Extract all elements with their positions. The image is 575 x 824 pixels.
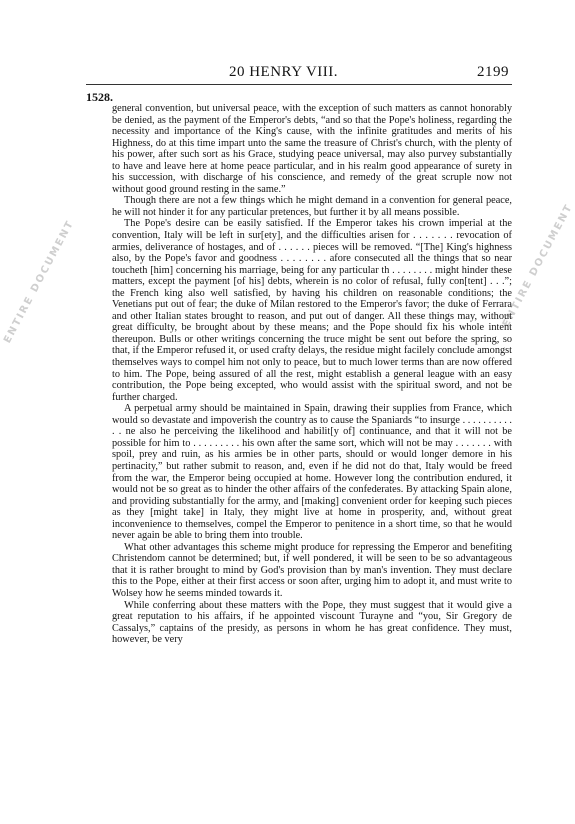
page-number: 2199 (477, 64, 509, 80)
paragraph: While conferring about these matters with the Pope, they must suggest that it would give a great reputation to his affairs, if he appointed viscount Turayne and “you, Sir Gregory de Cassalys,” captains of the presidy, as persons in whom he has great confidence. They must, however, be very (112, 599, 512, 646)
paragraph: general convention, but universal peace, with the exception of such matters as cannot honorably be denied, as the payment of the Emperor's debts, “and so that the Pope's holiness, regarding the necessity and importance of the King's cause, with the infinite gratitudes and merits of his Highness, do at this time impart unto the same the treasure of Christ's church, with the plenty of his power, after such sort as his Grace, studying peace universal, may also purvey substantially to have and leave here at home peace particular, and in his realm good appearance of surety in his succession, with discharge of his conscience, and remedy of the great scruple now not without good ground resting in the same.” (112, 103, 512, 195)
running-title: 20 HENRY VIII. (228, 64, 339, 80)
paragraph: A perpetual army should be maintained in Spain, drawing their supplies from France, which would so devastate and impoverish the country as to cause the Spaniards “to insurge . . . . . . . . . . . . ne also he perceiving the likelihood and habilit[y of] continuance, and that it will not be possible for him to . . . . . . . . . his own after the same sort, which will not be may . . . . . . . with spoil, prey and ruin, as his armies be in other parts, should or would longer demore in his pertinacity,” but rather submit to reason, and, even if he did not do that, Italy would be freed from the war, the Emperor being occupied at home. However long the contribution endured, it would not be so great as to hinder the other affairs of the confederates. By attacking Spain alone, and providing substantially for the army, and [making] convenient order for keeping such pieces as they [might take] in Italy, they might live at home in prosperity, and, without great inconvenience to themselves, compel the Emperor to penitence in a short time, so that he would never again be able to bring them into trouble. (112, 403, 512, 542)
paragraph: Though there are not a few things which he might demand in a convention for general peace, he will not hinder it for any particular pretences, but further it by all means possible. (112, 195, 512, 218)
watermark-left: ENTIRE DOCUMENT (2, 218, 77, 346)
body-text (112, 103, 512, 646)
watermark-right: ENTIRE DOCUMENT (500, 201, 575, 330)
header-rule (86, 84, 512, 85)
paragraph: The Pope's desire can be easily satisfied. If the Emperor takes his crown imperial at the convention, Italy will be left in sur[ety], and the difficulties arisen for . . . . . . . revocation of armies, deliverance of hostages, and of . . . . . . pieces will be removed. “[The] King's highness also, by the Pope's favor and goodness . . . . . . . . afore consecuted all the things that so near toucheth [him] concerning his marriage, being for any particular th . . . . . . . . might hinder these matters, except the payment [of his] debts, wherein is no color of refusal, fully con[tent] . . .”; the French king also well satisfied, by having his children on reasonable conditions; the Venetians put out of fear; the duke of Milan restored to the Emperor's favor; the duke of Ferrara and other Italian states brought to reason, and put out of danger. All these things may, without great difficulty, be brought about by these means; and the Pope should fix his whole intent thereupon. Bulls or other writings concerning the truce might be sent out before the spring, so that, if the Emperor refused it, or used crafty delays, the residue might facilely conclude amongst themselves ways to compel him not only to peace, but to much lower terms than are now offered to him. The Pope, being assured of all the rest, might establish a general league with an easy contribution, the Pope being excepted, who would assist with the spiritual sword, and not be further charged. (112, 218, 512, 403)
margin-year: 1528. (86, 90, 113, 104)
paragraph: What other advantages this scheme might produce for repressing the Emperor and benefiting Christendom cannot be determined; but, if well pondered, it will be seen to be so advantageous that it is rather brought to mind by God's provision than by man's invention. They must declare this to the Pope, either at their first access or soon after, urging him to adopt it, and must write to Wolsey how he seems minded towards it. (112, 541, 512, 599)
page-header (0, 64, 567, 84)
